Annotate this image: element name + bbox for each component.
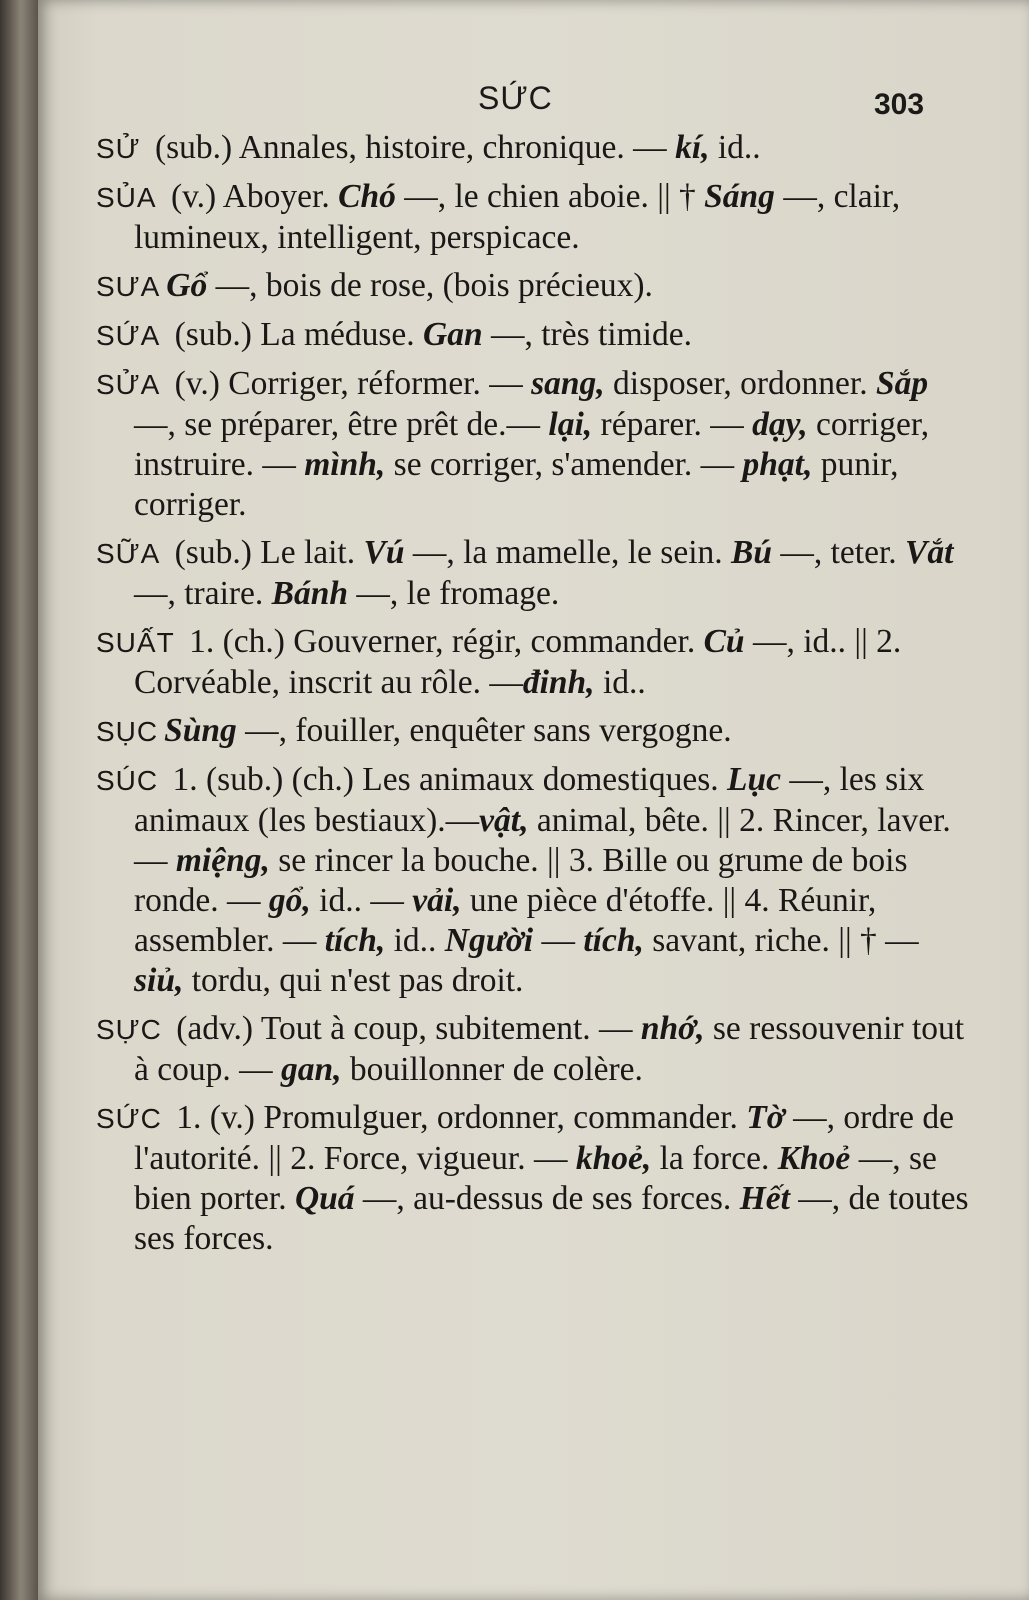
entry-definition-text: —, clair, lumineux, intelligent, perspicace. <box>134 178 901 256</box>
entry-definition-text: —, se bien porter. <box>134 1140 937 1217</box>
dictionary-entry <box>96 177 976 258</box>
entry-headword: SUẤT <box>96 627 175 658</box>
entry-definition-text: disposer, ordonner. <box>604 365 876 402</box>
entry-definition-text: (v.) Corriger, réformer. — <box>166 365 532 402</box>
entry-vietnamese-term: gan, <box>281 1051 342 1088</box>
dictionary-entry <box>96 128 976 169</box>
entry-vietnamese-term: Tờ <box>746 1099 785 1136</box>
entry-vietnamese-term: dạy, <box>752 406 808 443</box>
entry-definition-text: id.. <box>709 129 761 166</box>
entry-vietnamese-term: nhớ, <box>640 1010 705 1047</box>
entry-definition-text: id.. <box>385 922 445 959</box>
entry-vietnamese-term: Gan <box>423 316 483 353</box>
entry-definition-text: (sub.) Le lait. <box>166 534 364 571</box>
entry-definition-text: (adv.) Tout à coup, subitement. — <box>167 1010 641 1047</box>
entry-vietnamese-term: đinh, <box>522 664 595 701</box>
entry-definition-text: (v.) Aboyer. <box>162 178 339 215</box>
entry-definition-text: — <box>533 922 584 959</box>
entry-vietnamese-term: Người <box>444 922 534 959</box>
entry-definition-text: 1. (ch.) Gouverner, régir, commander. <box>180 623 704 660</box>
entry-definition-text: (sub.) La méduse. <box>166 316 424 353</box>
entry-definition-text: se ressouvenir tout à coup. — <box>134 1010 965 1088</box>
dictionary-entry <box>96 364 976 525</box>
dictionary-entry <box>96 622 976 703</box>
entry-definition-text: —, la mamelle, le sein. <box>404 534 732 571</box>
entry-definition-text: tordu, qui n'est pas droit. <box>183 962 524 999</box>
entry-vietnamese-term: vải, <box>412 882 462 919</box>
dictionary-entry <box>96 533 976 614</box>
entry-headword: SỨC <box>96 1103 162 1134</box>
dictionary-entry <box>96 1098 976 1259</box>
entry-headword: SỨA <box>96 320 161 351</box>
entry-definition-text: —, de toutes ses forces. <box>134 1180 969 1257</box>
entry-definition-text: —, fouiller, enquêter sans vergogne. <box>236 712 732 749</box>
entry-headword: SƯA <box>96 271 161 302</box>
dictionary-entry <box>96 760 976 1001</box>
entry-headword: SỬA <box>96 369 161 400</box>
entry-vietnamese-term: Sắp <box>875 365 929 402</box>
entry-definition-text: 1. (sub.) (ch.) Les animaux domestiques. <box>164 761 727 798</box>
entry-definition-text: id.. <box>594 664 646 701</box>
entry-definition-text: corriger, instruire. — <box>134 406 930 483</box>
entry-vietnamese-term: phạt, <box>742 446 813 483</box>
entry-definition-text: punir, corriger. <box>134 446 899 523</box>
entry-definition-text: 1. (v.) Promulguer, ordonner, commander. <box>167 1099 747 1136</box>
entry-definition-text: —, ordre de l'autorité. || 2. Force, vigueur. — <box>134 1099 955 1177</box>
entry-vietnamese-term: Quá <box>294 1180 355 1217</box>
dictionary-entry <box>96 711 976 752</box>
entry-vietnamese-term: miệng, <box>175 842 270 879</box>
entry-headword: SỮA <box>96 538 161 569</box>
entry-definition-text: —, traire. <box>134 575 272 612</box>
entry-vietnamese-term: Chó <box>338 178 396 215</box>
entry-vietnamese-term: Gổ <box>166 267 208 304</box>
dictionary-entry <box>96 315 976 356</box>
page-number: 303 <box>874 88 925 121</box>
entry-headword: SỰC <box>96 1014 162 1045</box>
dictionary-entry <box>96 1009 976 1090</box>
entry-definition-text: —, le fromage. <box>348 575 560 612</box>
entry-definition-text: savant, riche. || † — <box>643 922 919 959</box>
entry-definition-text: —, bois de rose, (bois précieux). <box>207 267 653 304</box>
entry-definition-text: (sub.) Annales, histoire, chronique. — <box>146 129 676 166</box>
entry-definition-text: id.. — <box>310 882 413 919</box>
entry-headword: SỦA <box>96 182 157 213</box>
entry-vietnamese-term: Vú <box>363 534 405 571</box>
entry-vietnamese-term: Hết <box>739 1180 790 1217</box>
entry-vietnamese-term: siủ, <box>134 962 184 999</box>
entry-vietnamese-term: gổ, <box>268 882 311 919</box>
entry-definition-text: —, id.. || 2. Corvéable, inscrit au rôle. — <box>134 623 902 701</box>
entry-vietnamese-term: tích, <box>583 922 644 959</box>
entry-vietnamese-term: sang, <box>531 365 605 402</box>
entry-vietnamese-term: tích, <box>324 922 386 959</box>
entry-definition-text: —, très timide. <box>482 316 692 353</box>
entry-vietnamese-term: khoẻ, <box>575 1140 652 1177</box>
entry-vietnamese-term: Sáng <box>704 178 775 215</box>
entry-definition-text: —, teter. <box>772 534 906 571</box>
entry-vietnamese-term: vật, <box>479 802 529 839</box>
entry-definition-text: —, le chien aboie. || † <box>395 178 705 215</box>
entry-definition-text: une pièce d'étoffe. || 4. Réunir, assembler. — <box>134 882 877 959</box>
entry-headword: SỬ <box>96 133 141 164</box>
entry-definition-text: animal, bête. || 2. Rincer, laver. — <box>134 802 951 879</box>
entry-vietnamese-term: lại, <box>548 406 593 443</box>
entry-definition-text: se corriger, s'amender. — <box>385 446 743 483</box>
entry-headword: SÚC <box>96 765 159 796</box>
entry-vietnamese-term: mình, <box>304 446 386 483</box>
dictionary-entry <box>96 266 976 307</box>
book-spine-edge <box>0 0 38 1600</box>
entry-definition-text: la force. <box>651 1140 778 1177</box>
entry-vietnamese-term: Khoẻ <box>777 1140 851 1177</box>
entry-definition-text: —, les six animaux (les bestiaux).— <box>134 761 925 839</box>
entry-vietnamese-term: kí, <box>675 129 710 166</box>
entry-definition-text: —, au-dessus de ses forces. <box>354 1180 740 1217</box>
entry-vietnamese-term: Bú <box>731 534 772 571</box>
entry-vietnamese-term: Lục <box>726 761 781 798</box>
entry-vietnamese-term: Củ <box>703 623 745 660</box>
entry-definition-text: se rincer la bouche. || 3. Bille ou grume de bois ronde. — <box>134 842 908 919</box>
dictionary-page <box>38 0 1029 1600</box>
entry-definition-text: réparer. — <box>592 406 753 443</box>
entry-definition-text: bouillonner de colère. <box>341 1051 643 1088</box>
entry-vietnamese-term: Sùng <box>164 712 237 749</box>
page-header <box>38 72 1029 122</box>
entry-headword: SỤC <box>96 716 159 747</box>
entry-definition-text: —, se préparer, être prêt de.— <box>134 406 549 443</box>
entry-list <box>96 128 976 1267</box>
running-head: SỨC <box>478 80 553 116</box>
entry-vietnamese-term: Vắt <box>905 534 954 571</box>
entry-vietnamese-term: Bánh <box>271 575 349 612</box>
